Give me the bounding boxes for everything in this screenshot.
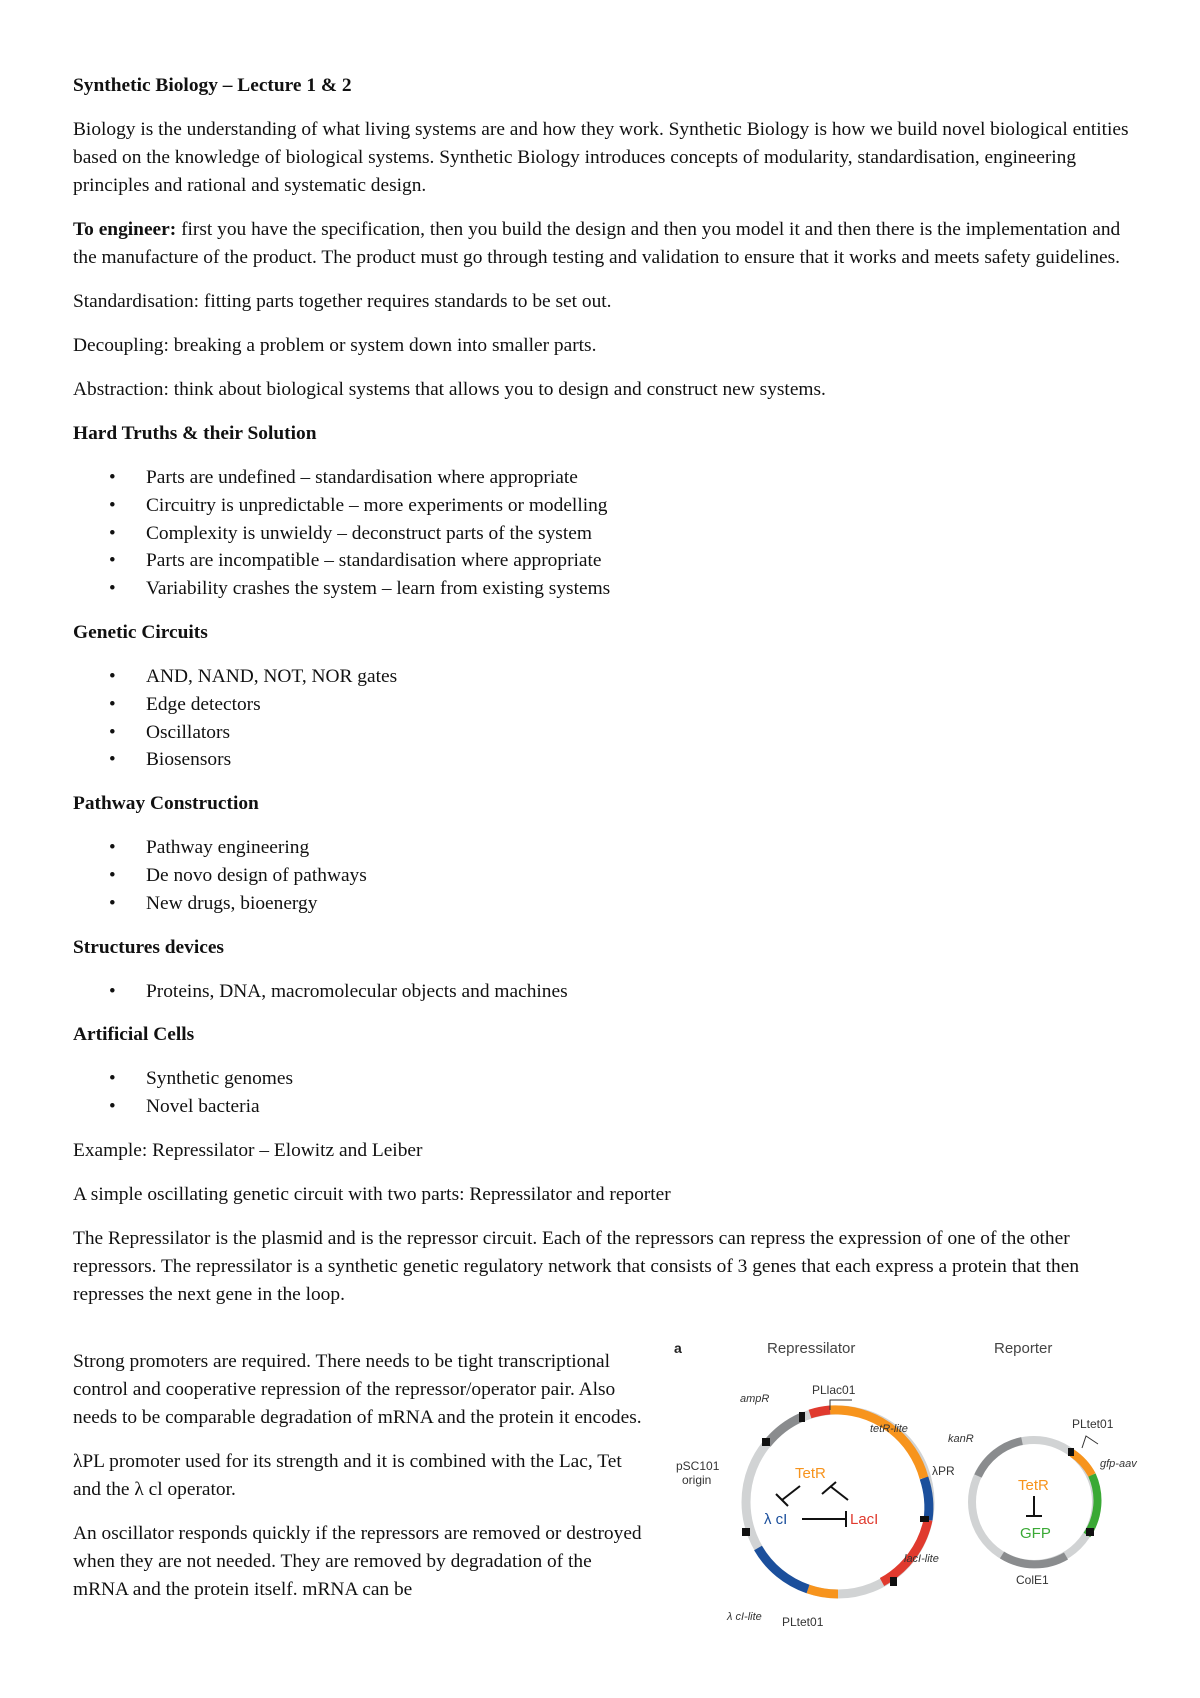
gfp-aav-label: gfp-aav [1100, 1458, 1137, 1470]
origin-label: origin [682, 1473, 712, 1487]
cole1-label: ColE1 [1016, 1573, 1049, 1587]
repressilator-paragraph: The Repressilator is the plasmid and is the repressor circuit. Each of the repressors can repress the expression of one of the other repressors. The repressilator is a synthetic genetic regulatory network that consists of 3 genes that each express a protein that then represses the next gene in the loop. [73, 1227, 1080, 1305]
pltet-bottom-label: PLtet01 [782, 1615, 824, 1629]
standardisation-paragraph: Standardisation: fitting parts together requires standards to be set out. [73, 291, 612, 312]
laci-center-label: LacI [850, 1511, 879, 1528]
list-item: • AND, NAND, NOT, NOR gates [73, 663, 1133, 691]
plac-label: PLlac01 [812, 1383, 856, 1397]
list-item: • Oscillators [73, 719, 1133, 747]
list-item: • Edge detectors [73, 691, 1133, 719]
list-item: • Variability crashes the system – learn from existing systems [73, 575, 1133, 603]
list-item: • De novo design of pathways [73, 862, 1133, 890]
artificial-cells-heading: Artificial Cells [73, 1024, 195, 1046]
example-paragraph: Example: Repressilator – Elowitz and Leiber [73, 1139, 423, 1161]
list-item: • Novel bacteria [73, 1093, 1133, 1121]
lambda-pl-paragraph: λPL promoter used for its strength and it is combined with the Lac, Tet and the λ cl operator. [73, 1451, 622, 1500]
list-item: • Parts are incompatible – standardisation where appropriate [73, 547, 1133, 575]
document-title: Synthetic Biology – Lecture 1 & 2 [73, 75, 352, 96]
list-item: • Proteins, DNA, macromolecular objects and machines [73, 978, 1133, 1006]
cl-lite-label: λ cI-lite [727, 1611, 762, 1623]
reporter-title: Reporter [994, 1340, 1053, 1357]
simple-circuit-paragraph: A simple oscillating genetic circuit with two parts: Repressilator and reporter [73, 1183, 671, 1205]
artificial-cells-list [73, 1065, 1133, 1121]
marker-block [890, 1577, 897, 1586]
list-item: • Biosensors [73, 746, 1133, 774]
pltet-segment [808, 1589, 838, 1594]
document-page [73, 72, 1133, 1325]
list-item: • New drugs, bioenergy [73, 890, 1133, 918]
pltet-right-segment [1072, 1453, 1092, 1475]
list-item: • Synthetic genomes [73, 1065, 1133, 1093]
tetr-lite-label: tetR-lite [870, 1423, 908, 1435]
pltet-right-arrow [1082, 1436, 1098, 1448]
hard-truths-heading: Hard Truths & their Solution [73, 423, 317, 444]
list-item: • Parts are undefined – standardisation where appropriate [73, 464, 1133, 492]
abstraction-paragraph: Abstraction: think about biological systems that allows you to design and construct new systems. [73, 379, 826, 400]
marker-block [799, 1412, 805, 1422]
marker-block [762, 1438, 770, 1446]
gfp-center-label: GFP [1020, 1525, 1051, 1542]
oscillator-paragraph: An oscillator responds quickly if the repressors are removed or destroyed when they are not needed. They are removed by degradation of the mRNA and the protein itself. mRNA can be [73, 1523, 642, 1600]
laci-lite-label: lacI-lite [904, 1553, 939, 1565]
engineer-text: first you have the specification, then you build the design and then you model it and then there is the implementation and the manufacture of the product. The product must go through testing and validation to ensure that it works and meets safety guidelines. [73, 219, 1121, 268]
decoupling-paragraph: Decoupling: breaking a problem or system down into smaller parts. [73, 335, 597, 356]
marker-block [742, 1528, 750, 1536]
repressilator-plasmid [676, 1383, 955, 1629]
strong-promoters-paragraph: Strong promoters are required. There needs to be tight transcriptional control and cooperative repression of the repressor/operator pair. Also needs to be comparable degradation of mRNA and the protein it encodes. [73, 1351, 642, 1428]
lambda-cl-center-label: λ cI [764, 1511, 788, 1528]
list-item: • Circuitry is unpredictable – more experiments or modelling [73, 492, 1133, 520]
psc101-label: pSC101 [676, 1459, 720, 1473]
tetr-center-label: TetR [795, 1465, 826, 1482]
reporter-plasmid [948, 1417, 1138, 1587]
pathway-list [73, 834, 1133, 917]
lambda-pr-label: λPR [932, 1464, 955, 1478]
pltet-right-label: PLtet01 [1072, 1417, 1114, 1431]
genetic-circuits-heading: Genetic Circuits [73, 621, 208, 643]
engineer-paragraph [73, 216, 1133, 272]
repression-line [782, 1486, 800, 1500]
structures-list [73, 978, 1133, 1006]
figure-panel-label: a [674, 1340, 682, 1356]
marker-block [1086, 1528, 1094, 1536]
genetic-circuits-list [73, 663, 1133, 774]
ampr-label: ampR [740, 1393, 770, 1405]
kanr-label: kanR [948, 1433, 974, 1445]
tetr-reporter-label: TetR [1018, 1477, 1049, 1494]
lower-text-column [73, 1348, 643, 1620]
marker-block [920, 1516, 929, 1522]
intro-paragraph: Biology is the understanding of what living systems are and how they work. Synthetic Biology is how we build novel biological entities based on the knowledge of biological systems. Synthetic Biology introduces concepts of modularity, standardisation, engineering principles and rational and systematic design. [73, 119, 1129, 196]
repressilator-title: Repressilator [767, 1340, 856, 1357]
structures-heading: Structures devices [73, 936, 224, 958]
repressilator-figure [662, 1330, 1142, 1630]
pathway-heading: Pathway Construction [73, 793, 259, 815]
plac-segment [810, 1410, 830, 1414]
cole1-segment [1002, 1555, 1066, 1564]
engineer-label: To engineer: [73, 219, 177, 240]
ampr-segment [767, 1417, 802, 1444]
tetr-lite-segment [830, 1410, 924, 1478]
kanr-segment [978, 1441, 1022, 1476]
list-item: • Pathway engineering [73, 834, 1133, 862]
list-item: • Complexity is unwieldy – deconstruct parts of the system [73, 520, 1133, 548]
hard-truths-list [73, 464, 1133, 603]
cl-lite-segment [758, 1548, 808, 1589]
marker-block [1068, 1448, 1074, 1456]
repression-line [830, 1486, 848, 1500]
lambda-pr-segment [924, 1478, 929, 1520]
